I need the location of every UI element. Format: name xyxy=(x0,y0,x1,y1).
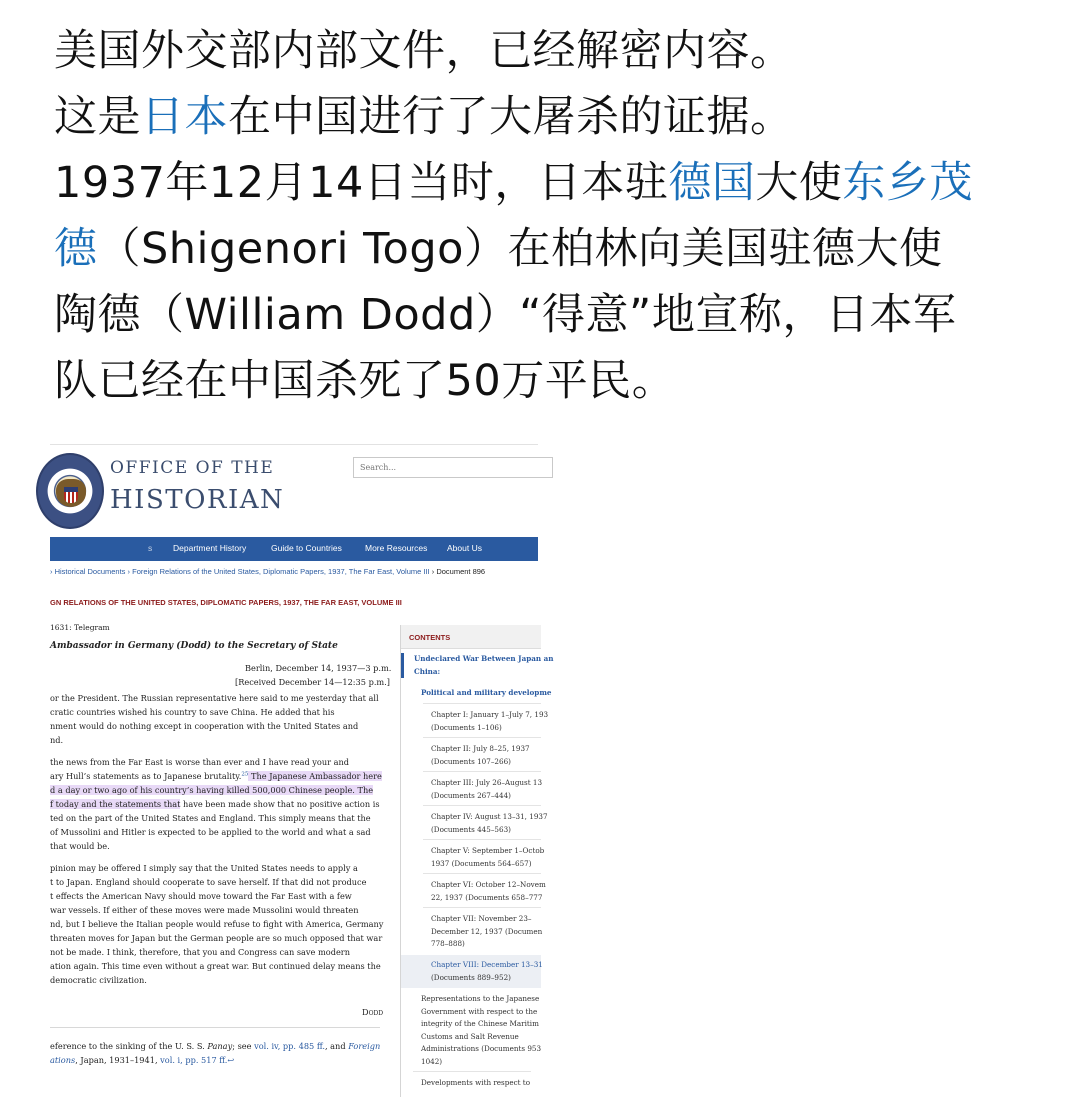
contents-line: 22, 1937 (Documents 658–777 xyxy=(431,892,543,902)
paragraph-line: or the President. The Russian representative here said to me yesterday that all xyxy=(50,693,379,703)
topic-link-japan[interactable]: 日本 xyxy=(141,92,228,142)
paragraph-line: nment would do nothing except in cooperation with the United States and xyxy=(50,721,359,731)
text-run: ary Hull’s statements as to Japanese brutality. xyxy=(50,771,242,781)
contents-section[interactable] xyxy=(401,653,554,678)
main-nav xyxy=(50,537,538,561)
text-run: ; see xyxy=(232,1041,255,1051)
paragraph-line: ted on the part of the United States and England. This simply means that the xyxy=(50,813,371,823)
footnote-link[interactable]: ations xyxy=(50,1055,76,1065)
text-run: , and xyxy=(324,1041,349,1051)
paragraph-line: the news from the Far East is worse than ever and I have read your and xyxy=(50,757,350,767)
paragraph-line xyxy=(50,785,373,795)
signature: Dodd xyxy=(362,1007,384,1017)
site-logo-bottom[interactable]: HISTORIAN xyxy=(110,485,285,515)
paragraph-line: that would be. xyxy=(50,841,110,851)
nav-item-department-history[interactable]: Department History xyxy=(173,543,247,553)
contents-line: integrity of the Chinese Maritim xyxy=(421,1019,539,1028)
footnote-link[interactable]: vol. iv, pp. 485 ff. xyxy=(254,1041,325,1051)
post-line xyxy=(54,150,1064,216)
highlighted-text: f today and the statements that xyxy=(50,799,181,809)
contents-line: Chapter II: July 8–25, 1937 xyxy=(431,744,530,753)
breadcrumb xyxy=(50,567,485,576)
post-line xyxy=(54,282,1064,348)
paragraph-line xyxy=(50,799,380,809)
footnote-line xyxy=(50,1055,234,1065)
dateline: Berlin, December 14, 1937—3 p.m. xyxy=(245,663,392,673)
footnote-link[interactable]: Foreign xyxy=(348,1041,381,1051)
paragraph-line: nd, but I believe the Italian people would refuse to fight with America, Germany xyxy=(50,919,384,929)
contents-line: Developments with respect to xyxy=(421,1078,531,1087)
search-input[interactable]: Search... xyxy=(353,457,553,478)
received-line: [Received December 14—12:35 p.m.] xyxy=(235,677,390,687)
contents-line: 778–888) xyxy=(431,939,465,948)
breadcrumb-current: › Document 896 xyxy=(431,567,486,576)
text-run: Panay xyxy=(207,1041,233,1051)
divider xyxy=(423,805,541,806)
contents-item[interactable] xyxy=(401,1077,541,1090)
paragraph-line: ation again. This time even without a great war. But continued delay means the xyxy=(50,961,381,971)
contents-chapter-active[interactable] xyxy=(401,955,541,988)
contents-subsection[interactable] xyxy=(401,687,552,700)
contents-line: Chapter VIII: December 13–31 xyxy=(431,960,543,969)
post-line xyxy=(54,84,1064,150)
post-text-run: 大使 xyxy=(755,158,843,208)
contents-chapter[interactable] xyxy=(401,811,548,836)
post-text-run: 陶德（William Dodd）“得意”地宣称，日本军 xyxy=(54,290,957,340)
highlighted-text: The Japanese Ambassador here xyxy=(248,771,382,781)
paragraph-line: t to Japan. England should cooperate to save herself. If that did not produce xyxy=(50,877,367,887)
topic-link-togo[interactable]: 东乡茂 xyxy=(842,158,973,208)
contents-chapter[interactable] xyxy=(401,777,541,802)
contents-line: (Documents 107–266) xyxy=(431,756,511,766)
site-logo-top[interactable]: OFFICE OF THE xyxy=(110,458,275,478)
post-line xyxy=(54,18,1064,84)
contents-chapter[interactable] xyxy=(401,913,541,951)
text-run: eference to the sinking of the U. S. S. xyxy=(50,1041,208,1051)
contents-line: Political and military developme xyxy=(421,688,552,697)
paragraph-line: not be made. I think, therefore, that you and Congress can save modern xyxy=(50,947,350,957)
paragraph-line: cratic countries wished his country to save China. He added that his xyxy=(50,707,335,717)
contents-header: CONTENTS xyxy=(401,625,541,649)
text-run: have been made show that no positive action is xyxy=(180,799,380,809)
paragraph-line: nd. xyxy=(50,735,64,745)
embedded-screenshot xyxy=(50,444,554,1096)
post-line xyxy=(54,348,1064,414)
contents-line: 1042) xyxy=(421,1056,443,1066)
contents-line: Chapter IV: August 13–31, 1937 xyxy=(431,812,548,821)
divider xyxy=(423,737,541,738)
paragraph-line: t effects the American Navy should move toward the Far East with a few xyxy=(50,891,352,901)
post-text-run: 队已经在中国杀死了50万平民。 xyxy=(54,356,676,406)
divider xyxy=(423,771,541,772)
topic-link-togo-cont[interactable]: 德 xyxy=(54,224,98,274)
post-text-run: 美国外交部内部文件，已经解密内容。 xyxy=(54,26,794,76)
footnote-divider xyxy=(50,1027,380,1028)
divider xyxy=(413,1071,531,1072)
contents-line: (Documents 1–106) xyxy=(431,722,502,732)
paragraph-line: threaten moves for Japan but the German people are so much opposed that war xyxy=(50,933,383,943)
topic-link-germany[interactable]: 德国 xyxy=(668,158,756,208)
telegram-label: 1631: Telegram xyxy=(50,623,110,632)
contents-line: Chapter V: September 1–Octob xyxy=(431,846,545,855)
document-heading: Ambassador in Germany (Dodd) to the Secretary of State xyxy=(50,641,338,651)
paragraph-line: war vessels. If either of these moves were made Mussolini would threaten xyxy=(50,905,359,915)
contents-line: Representations to the Japanese xyxy=(421,994,540,1003)
contents-line: Chapter VII: November 23– xyxy=(431,914,532,923)
breadcrumb-link[interactable]: › Foreign Relations of the United States, Diplomatic Papers, 1937, The Far East, Volume III xyxy=(127,567,430,576)
contents-chapter[interactable] xyxy=(401,845,545,870)
contents-sidebar xyxy=(400,625,554,1097)
divider xyxy=(423,839,541,840)
divider xyxy=(423,703,541,704)
contents-line: (Documents 889–952) xyxy=(431,972,511,982)
contents-item[interactable] xyxy=(401,993,541,1068)
contents-line: Undeclared War Between Japan an xyxy=(414,654,554,663)
contents-line: Government with respect to the xyxy=(421,1006,538,1016)
shield-icon xyxy=(64,487,78,503)
contents-line: 1937 (Documents 564–657) xyxy=(431,858,532,868)
post-text-run: 这是 xyxy=(54,92,141,142)
contents-line: Administrations (Documents 953 xyxy=(421,1044,542,1053)
contents-line: Chapter I: January 1–July 7, 193 xyxy=(431,710,549,719)
series-title: GN RELATIONS OF THE UNITED STATES, DIPLOMATIC PAPERS, 1937, THE FAR EAST, VOLUME III xyxy=(50,598,402,607)
contents-line: (Documents 267–444) xyxy=(431,790,511,800)
divider xyxy=(423,873,541,874)
nav-item-about-us[interactable]: About Us xyxy=(447,543,482,553)
nav-item-truncated[interactable]: s xyxy=(148,543,153,553)
back-link-icon[interactable]: ↩ xyxy=(227,1055,235,1065)
text-run: , Japan, 1931–1941, xyxy=(75,1055,161,1065)
contents-chapter[interactable] xyxy=(401,709,549,734)
paragraph-line xyxy=(50,771,382,781)
paragraph-line: democratic civilization. xyxy=(50,975,147,985)
post-text xyxy=(54,18,1064,414)
footnote-line xyxy=(50,1041,380,1051)
paragraph-line: pinion may be offered I simply say that the United States needs to apply a xyxy=(50,863,358,873)
highlighted-text: d a day or two ago of his country’s having killed 500,000 Chinese people. The xyxy=(50,785,374,795)
contents-chapter[interactable] xyxy=(401,879,546,904)
nav-item-more-resources[interactable]: More Resources xyxy=(365,543,428,553)
state-department-seal-icon xyxy=(36,453,104,529)
post-text-run: 1937年12月14日当时，日本驻 xyxy=(54,158,669,208)
post-text-run: （Shigenori Togo）在柏林向美国驻德大使 xyxy=(97,224,943,274)
nav-item-guide-to-countries[interactable]: Guide to Countries xyxy=(271,543,342,553)
contents-line: Customs and Salt Revenue xyxy=(421,1031,519,1041)
contents-line: China: xyxy=(414,666,441,676)
contents-chapter[interactable] xyxy=(401,743,541,768)
post-line xyxy=(54,216,1064,282)
contents-line: Chapter VI: October 12–Novem xyxy=(431,880,546,889)
contents-line: Chapter III: July 26–August 13 xyxy=(431,778,543,787)
paragraph-line: of Mussolini and Hitler is expected to be applied to the world and what a sad xyxy=(50,827,371,837)
contents-line: December 12, 1937 (Documen xyxy=(431,926,543,936)
contents-line: (Documents 445–563) xyxy=(431,824,511,834)
breadcrumb-link[interactable]: › Historical Documents xyxy=(50,567,126,576)
footnote-ref[interactable]: 25 xyxy=(241,771,249,778)
divider xyxy=(423,907,541,908)
post-text-run: 在中国进行了大屠杀的证据。 xyxy=(228,92,794,142)
footnote-link[interactable]: vol. i, pp. 517 ff. xyxy=(160,1055,228,1065)
